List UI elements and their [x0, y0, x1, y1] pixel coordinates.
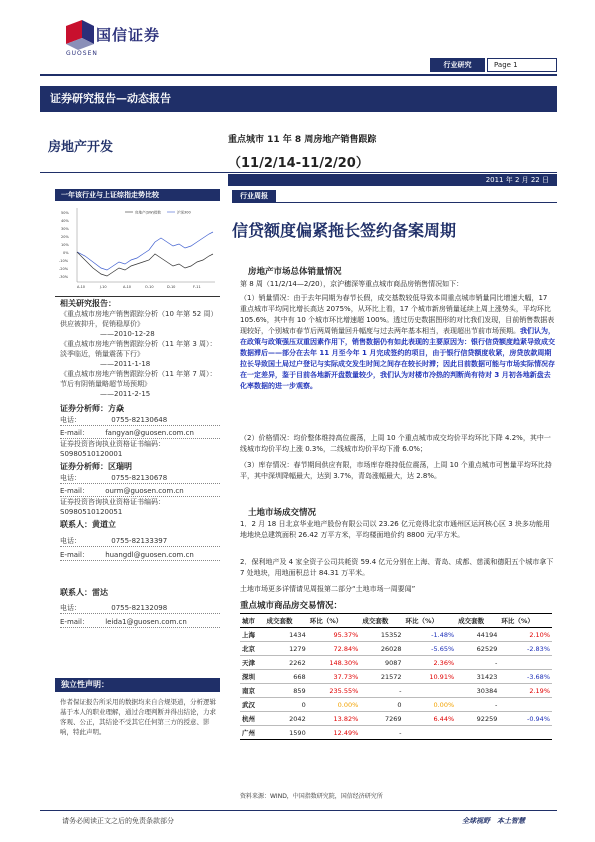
table-cell-units: 1590: [264, 726, 307, 740]
table-cell-city: 天津: [240, 656, 264, 670]
svg-text:-30%: -30%: [59, 275, 69, 279]
svg-text:-10%: -10%: [59, 259, 69, 263]
land-item-1: 1．2 月 18 日北京华业地产股份有限公司以 23.26 亿元竞得北京市通州区运河核心区 3 块多功能用地地块总建筑面积 26.42 万平方米，平均楼面地价约 8800 元/平方米。: [240, 520, 550, 539]
analyst-2-cert: S0980510120051: [60, 508, 123, 516]
table-cell-units: 0: [360, 698, 403, 712]
analyst-2-phone: 0755-82130678: [111, 474, 168, 482]
table-row: [240, 726, 552, 740]
table-cell-change: 2.19%: [499, 684, 552, 698]
table-cell-units: -: [360, 726, 403, 740]
contact-2-phone-label: 电话：: [60, 604, 81, 612]
svg-text:D-10: D-10: [167, 285, 176, 289]
th-mom-1: 环比（%）: [308, 614, 361, 628]
table-header-row: [240, 614, 552, 628]
weekly-report-tag: 行业周报: [232, 190, 276, 202]
contact-2-email-label: E-mail：: [60, 618, 89, 626]
sector-title: 房地产开发: [48, 140, 114, 155]
price-paragraph: （2）价格情况：均价整体维持高位震荡，上周 10 个重点城市成交均价平均环比下降 4.2%，其中一线城市均价平均上涨 0.3%，二线城市均价平均下滑 6.0%；: [240, 434, 551, 453]
table-cell-units: [456, 726, 499, 740]
contact-2-phone-row: [60, 603, 220, 614]
footer-divider: [40, 810, 557, 811]
analyst-2-email-label: E-mail：: [60, 487, 89, 495]
related-report-1: 《重点城市房地产销售跟踪分析（10 年第 52 周）供应被抑升，促销稳厚价》: [60, 310, 218, 328]
table-cell-units: 26028: [360, 642, 403, 656]
index-comparison-chart: [55, 204, 220, 294]
svg-text:-20%: -20%: [59, 267, 69, 271]
table-cell-change: 95.37%: [308, 628, 361, 642]
table-cell-change: 13.82%: [308, 712, 361, 726]
related-report-2: 《重点城市房地产销售跟踪分析（11 年第 3 周）：淡季临近，销量震荡下行》: [60, 340, 217, 358]
table-cell-change: 148.30%: [308, 656, 361, 670]
table-cell-change: [499, 698, 552, 712]
table-cell-units: 92259: [456, 712, 499, 726]
th-mom-2: 环比（%）: [404, 614, 457, 628]
top-divider: [40, 74, 557, 76]
table-cell-units: 1279: [264, 642, 307, 656]
svg-text:0%: 0%: [63, 251, 69, 255]
svg-text:30%: 30%: [61, 227, 69, 231]
th-city: 城市: [240, 614, 264, 628]
table-cell-units: 1434: [264, 628, 307, 642]
independence-statement-text: 作者保证报告所采用的数据均来自合规渠道，分析逻辑基于本人的职业理解，通过合理判断并得出结论，力求客观、公正，其结论不受其它任何第三方的授意、影响，特此声明。: [60, 698, 216, 736]
table-cell-change: 37.73%: [308, 670, 361, 684]
table-cell-units: 62529: [456, 642, 499, 656]
table-cell-change: [404, 726, 457, 740]
table-cell-change: 6.44%: [404, 712, 457, 726]
table-row: [240, 684, 552, 698]
related-report-3: 《重点城市房地产销售跟踪分析（11 年第 7 周）：节后有阴销量略超节场预期》: [60, 370, 217, 388]
contact-2-email[interactable]: leida1@guosen.com.cn: [105, 618, 187, 626]
independence-statement-title: 独立性声明：: [55, 678, 220, 692]
analyst-1-phone: 0755-82130648: [111, 416, 168, 424]
report-period: （11/2/14-11/2/20）: [228, 156, 369, 171]
section-sales-title: 房地产市场总体销量情况: [248, 267, 342, 277]
table-cell-city: 南京: [240, 684, 264, 698]
table-cell-change: -3.68%: [499, 670, 552, 684]
table-row: [240, 656, 552, 670]
table-cell-city: 深圳: [240, 670, 264, 684]
page-number: Page 1: [487, 58, 557, 72]
analyst-2-phone-label: 电话：: [60, 474, 81, 482]
table-cell-units: 2262: [264, 656, 307, 670]
analyst-2-email[interactable]: ourm@guosen.com.cn: [105, 487, 184, 495]
table-cell-change: -0.94%: [499, 712, 552, 726]
related-report-1-date: ——2010-12-28: [100, 330, 155, 338]
table-row: [240, 712, 552, 726]
analyst-1-email-row: [60, 428, 220, 439]
analyst-2-cert-label: 证券投资咨询执业资格证书编码：: [60, 498, 165, 506]
contact-1-email-row: [60, 550, 220, 561]
table-cell-units: -: [456, 698, 499, 712]
company-name-en: GUOSEN: [66, 50, 98, 57]
contact-1-email[interactable]: huangdl@guosen.com.cn: [105, 551, 194, 559]
contact-1-name: 联系人：黄道立: [60, 520, 116, 529]
contact-1-phone-row: [60, 536, 220, 547]
main-divider: [232, 202, 557, 203]
analyst-1-cert-label: 证券投资咨询执业资格证书编码：: [60, 440, 165, 448]
table-cell-units: -: [456, 656, 499, 670]
section-land-title: 土地市场成交情况: [248, 508, 317, 518]
related-report-3-date: ——2011-2-15: [100, 390, 151, 398]
sidebar-divider: [55, 296, 220, 297]
title-divider: [40, 172, 557, 173]
contact-1-email-label: E-mail：: [60, 551, 89, 559]
table-cell-change: 2.36%: [404, 656, 457, 670]
svg-text:20%: 20%: [61, 235, 69, 239]
analyst-1-name: 证券分析师：方焱: [60, 404, 124, 413]
sales-volume-paragraph: [240, 293, 555, 392]
analyst-1-email[interactable]: fangyan@guosen.com.cn: [105, 429, 194, 437]
th-mom-3: 环比（%）: [499, 614, 552, 628]
inventory-paragraph: （3）库存情况：春节期间供应有限，市场库存维持低位震荡，上周 10 个重点城市可售量平均环比持平，其中深圳降幅最大，达到 3.7%，青岛涨幅最大，达 2.8%。: [240, 461, 552, 480]
table-cell-city: 杭州: [240, 712, 264, 726]
table-cell-units: 9087: [360, 656, 403, 670]
table-cell-units: 859: [264, 684, 307, 698]
chart-legend-sector: 房地产(SW)指数: [135, 210, 161, 215]
table-source: 资料来源：WIND，中国指数研究院，国信经济研究所: [240, 793, 383, 800]
analyst-1-phone-row: [60, 415, 220, 426]
related-reports-title: 相关研究报告：: [60, 299, 116, 308]
svg-text:F-11: F-11: [193, 285, 201, 289]
table-cell-change: 0.00%: [308, 698, 361, 712]
land-more-note: 土地市场更多详情请见周报第二部分“土地市场一周要闻”: [240, 585, 416, 593]
table-cell-units: 668: [264, 670, 307, 684]
related-report-2-date: ——2011-1-18: [100, 360, 151, 368]
analyst-2-name: 证券分析师：区瑞明: [60, 462, 132, 471]
svg-text:J-10: J-10: [100, 285, 107, 289]
table-cell-change: 72.84%: [308, 642, 361, 656]
report-date: 2011 年 2 月 22 日: [228, 174, 557, 186]
table-cell-change: 0.00%: [404, 698, 457, 712]
table-cell-units: 44194: [456, 628, 499, 642]
svg-text:10%: 10%: [61, 243, 69, 247]
footer-disclaimer: 请务必阅读正文之后的免责条款部分: [62, 817, 174, 825]
svg-text:O-10: O-10: [145, 285, 154, 289]
sales-volume-text: （1）销量情况：由于去年同期为春节长假，成交基数较低导致本周重点城市销量同比增速大幅，17 重点城市平均同比增长高达 2075%，从环比上看，17 个城市新房销量延续上周上涨势头，平均环比 105.6%，其中有 10 个城市环比增速超 100%。透过历史数据图形的对比我们发现，目前销售数据表现较好，个别城市春节后两周销量回升幅度与过去两年基本相当，表现超出节前市场预期。: [240, 294, 555, 335]
th-units-3: 成交套数: [456, 614, 499, 628]
table-cell-units: 0: [264, 698, 307, 712]
analyst-1-phone-label: 电话：: [60, 416, 81, 424]
table-cell-change: -5.65%: [404, 642, 457, 656]
table-cell-units: 2042: [264, 712, 307, 726]
table-cell-city: 北京: [240, 642, 264, 656]
analyst-1-email-label: E-mail：: [60, 429, 89, 437]
report-type-band: 证券研究报告—动态报告: [40, 86, 557, 112]
table-row: [240, 628, 552, 642]
industry-research-tag: 行业研究: [430, 58, 485, 72]
contact-2-email-row: [60, 617, 220, 628]
contact-2-phone: 0755-82132098: [111, 604, 168, 612]
table-cell-units: 31423: [456, 670, 499, 684]
sidebar-chart-band: 一年该行业与上证综指走势比较: [55, 189, 220, 201]
table-row: [240, 670, 552, 684]
table-cell-units: 15352: [360, 628, 403, 642]
table-cell-city: 广州: [240, 726, 264, 740]
table-cell-change: 12.49%: [308, 726, 361, 740]
table-cell-units: 7269: [360, 712, 403, 726]
footer-slogan: 全球视野 本土智慧: [462, 817, 525, 825]
index-line: [77, 232, 213, 270]
svg-text:50%: 50%: [61, 211, 69, 215]
table-cell-change: 10.91%: [404, 670, 457, 684]
table-cell-change: [499, 726, 552, 740]
sector-line: [77, 252, 213, 276]
table-cell-change: [499, 656, 552, 670]
land-item-2: 2．保利地产及 4 家全资子公司共耗资 59.4 亿元分别在上海、青岛、成都、慈溪和德阳五个城市拿下 7 处地块，用地面积总计 84.31 万平米。: [240, 558, 554, 577]
section-table-title: 重点城市商品房交易情况：: [240, 601, 343, 611]
analyst-1-cert: S0980510120001: [60, 450, 123, 458]
table-cell-units: 21572: [360, 670, 403, 684]
table-cell-change: [404, 684, 457, 698]
analyst-2-email-row: [60, 486, 220, 497]
table-cell-change: -1.48%: [404, 628, 457, 642]
table-cell-city: 武汉: [240, 698, 264, 712]
company-name: 国信证券: [96, 26, 161, 44]
contact-2-name: 联系人：雷达: [60, 588, 108, 597]
analyst-2-phone-row: [60, 473, 220, 484]
table-row: [240, 698, 552, 712]
transactions-table: [240, 613, 552, 740]
svg-text:A-10: A-10: [123, 285, 132, 289]
sales-intro: 第 8 周（11/2/14—2/20），京沪穗深等重点城市商品房销售情况如下：: [240, 280, 464, 288]
table-cell-units: 30384: [456, 684, 499, 698]
th-units-2: 成交套数: [360, 614, 403, 628]
table-cell-change: 2.10%: [499, 628, 552, 642]
sales-volume-highlight: 我们认为，在政策与政策强压双重因素作用下，销售数据仍有如此表现的主要原因为：银行信贷额度趋紧导致成交数据滞后——部分在去年 11 月至今年 1 月完成签约的项目，由于银行信贷额度收紧，房贷放款周期拉长导致国土局过户登记与实际成交发生时间之间存在较长时滞；因此目前数据可能与市场实际情况存在一定差异，鉴于目前各地新开盘数量较少，我们认为对楼市冷热的判断尚有待对 3 月初各地新盘去化率数据的进一步观察。: [240, 327, 555, 390]
headline: 信贷额度偏紧拖长签约备案周期: [232, 221, 457, 240]
table-cell-change: 235.55%: [308, 684, 361, 698]
table-cell-units: -: [360, 684, 403, 698]
chart-legend-index: 沪深300: [177, 210, 191, 215]
contact-1-phone: 0755-82133397: [111, 537, 168, 545]
contact-1-phone-label: 电话：: [60, 537, 81, 545]
table-cell-change: -2.83%: [499, 642, 552, 656]
table-row: [240, 642, 552, 656]
svg-text:40%: 40%: [61, 219, 69, 223]
report-subtitle: 重点城市 11 年 8 周房地产销售跟踪: [228, 135, 377, 145]
svg-text:A-10: A-10: [77, 285, 86, 289]
th-units-1: 成交套数: [264, 614, 307, 628]
table-cell-city: 上海: [240, 628, 264, 642]
